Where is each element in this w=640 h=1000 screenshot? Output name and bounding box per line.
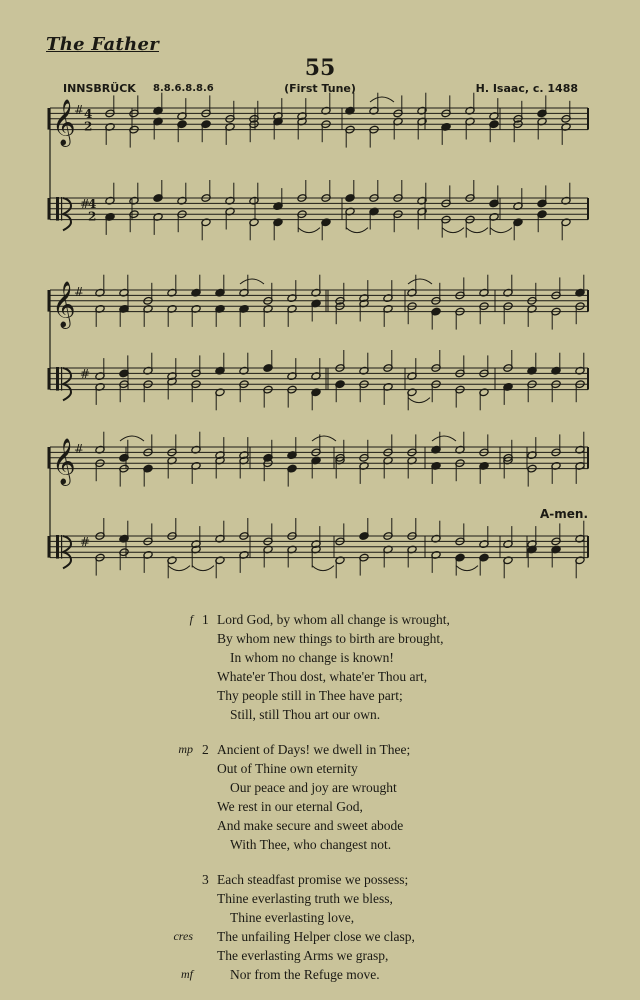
c-clef <box>61 367 62 391</box>
verse-line <box>0 686 640 705</box>
slur <box>240 279 264 284</box>
hymn-number: 55 <box>304 55 336 81</box>
verse-line <box>0 835 640 854</box>
verse-line <box>0 759 640 778</box>
verse-number: 3 <box>202 872 209 887</box>
sharp-sign: # <box>80 535 91 549</box>
verse-line <box>0 648 640 667</box>
c-clef <box>61 197 62 221</box>
verse-text: The unfailing Helper close we clasp, <box>217 929 415 944</box>
verse-text: Lord God, by whom all change is wrought, <box>217 612 450 627</box>
verse-line <box>0 889 640 908</box>
verse-text: Whate'er Thou dost, whate'er Thou art, <box>217 669 428 684</box>
verse-text: Thine everlasting truth we bless, <box>217 891 393 906</box>
dynamic-marking: mp <box>178 742 193 756</box>
verse-line <box>0 965 640 984</box>
verse-line <box>0 927 640 946</box>
slur <box>432 436 456 441</box>
c-clef <box>56 197 59 221</box>
verse-number: 1 <box>202 612 209 627</box>
slur <box>346 228 368 233</box>
verse-text: The everlasting Arms we grasp, <box>217 948 389 963</box>
slur <box>442 228 464 233</box>
dynamic-marking: f <box>189 612 193 626</box>
treble-clef: 𝄞 <box>52 281 76 328</box>
c-clef <box>56 535 59 559</box>
verse-3 <box>0 870 640 984</box>
meter: 8.8.6.8.8.6 <box>153 83 214 94</box>
treble-clef: 𝄞 <box>52 99 76 146</box>
slur <box>370 97 394 102</box>
sharp-sign: # <box>74 285 85 299</box>
sharp-sign: # <box>80 367 91 381</box>
slur <box>312 436 336 441</box>
verse-line <box>0 667 640 686</box>
slur <box>490 228 512 233</box>
verse-text: Thy people still in Thee have part; <box>217 688 403 703</box>
verse-line <box>0 778 640 797</box>
tune-name: INNSBRÜCK <box>63 82 136 95</box>
dynamic-marking: mf <box>181 967 193 981</box>
verse-line <box>0 816 640 835</box>
verse-2 <box>0 740 640 854</box>
tune-label: (First Tune) <box>284 82 356 95</box>
slur <box>192 566 214 571</box>
sharp-sign: # <box>74 103 85 117</box>
slur <box>168 566 190 571</box>
verse-line <box>0 740 640 759</box>
verse-line <box>0 705 640 724</box>
time-signature: 2 <box>88 209 97 224</box>
verse-number: 2 <box>202 742 209 757</box>
slur <box>298 228 320 233</box>
c-clef <box>56 367 59 391</box>
sharp-sign: # <box>74 442 85 456</box>
amen-label: A-men. <box>540 507 589 521</box>
verse-line <box>0 797 640 816</box>
verse-line <box>0 629 640 648</box>
verse-text: Out of Thine own eternity <box>217 761 358 776</box>
sharp-sign: # <box>80 197 91 211</box>
verse-line <box>0 870 640 889</box>
time-signature: 2 <box>84 119 93 134</box>
verse-text: Our peace and joy are wrought <box>230 780 397 795</box>
verse-text: Still, still Thou art our own. <box>230 707 381 722</box>
slur <box>120 436 144 441</box>
verse-text: Each steadfast promise we possess; <box>217 872 409 887</box>
slur <box>456 566 478 571</box>
time-signature: 4 <box>84 106 93 121</box>
verse-text: By whom new things to birth are brought, <box>217 631 444 646</box>
composer: H. Isaac, c. 1488 <box>475 82 578 95</box>
section-title: The Father <box>46 34 159 55</box>
verse-line <box>0 946 640 965</box>
verse-text: We rest in our eternal God, <box>217 799 363 814</box>
dynamic-marking: cres <box>173 929 193 943</box>
slur <box>466 228 488 233</box>
verse-line <box>0 610 640 629</box>
verse-text: Ancient of Days! we dwell in Thee; <box>217 742 411 757</box>
verse-text: In whom no change is known! <box>230 650 394 665</box>
verse-line <box>0 908 640 927</box>
verse-text: And make secure and sweet abode <box>217 818 404 833</box>
verse-1 <box>0 610 640 724</box>
slur <box>408 279 432 284</box>
verse-text: With Thee, who changest not. <box>230 837 392 852</box>
time-signature: 4 <box>88 196 97 211</box>
verse-text: Nor from the Refuge move. <box>230 967 380 982</box>
slur <box>408 398 430 403</box>
treble-clef: 𝄞 <box>52 438 76 485</box>
verse-text: Thine everlasting love, <box>230 910 355 925</box>
hymn-verses <box>0 610 640 1000</box>
c-clef <box>61 535 62 559</box>
slur <box>312 566 334 571</box>
